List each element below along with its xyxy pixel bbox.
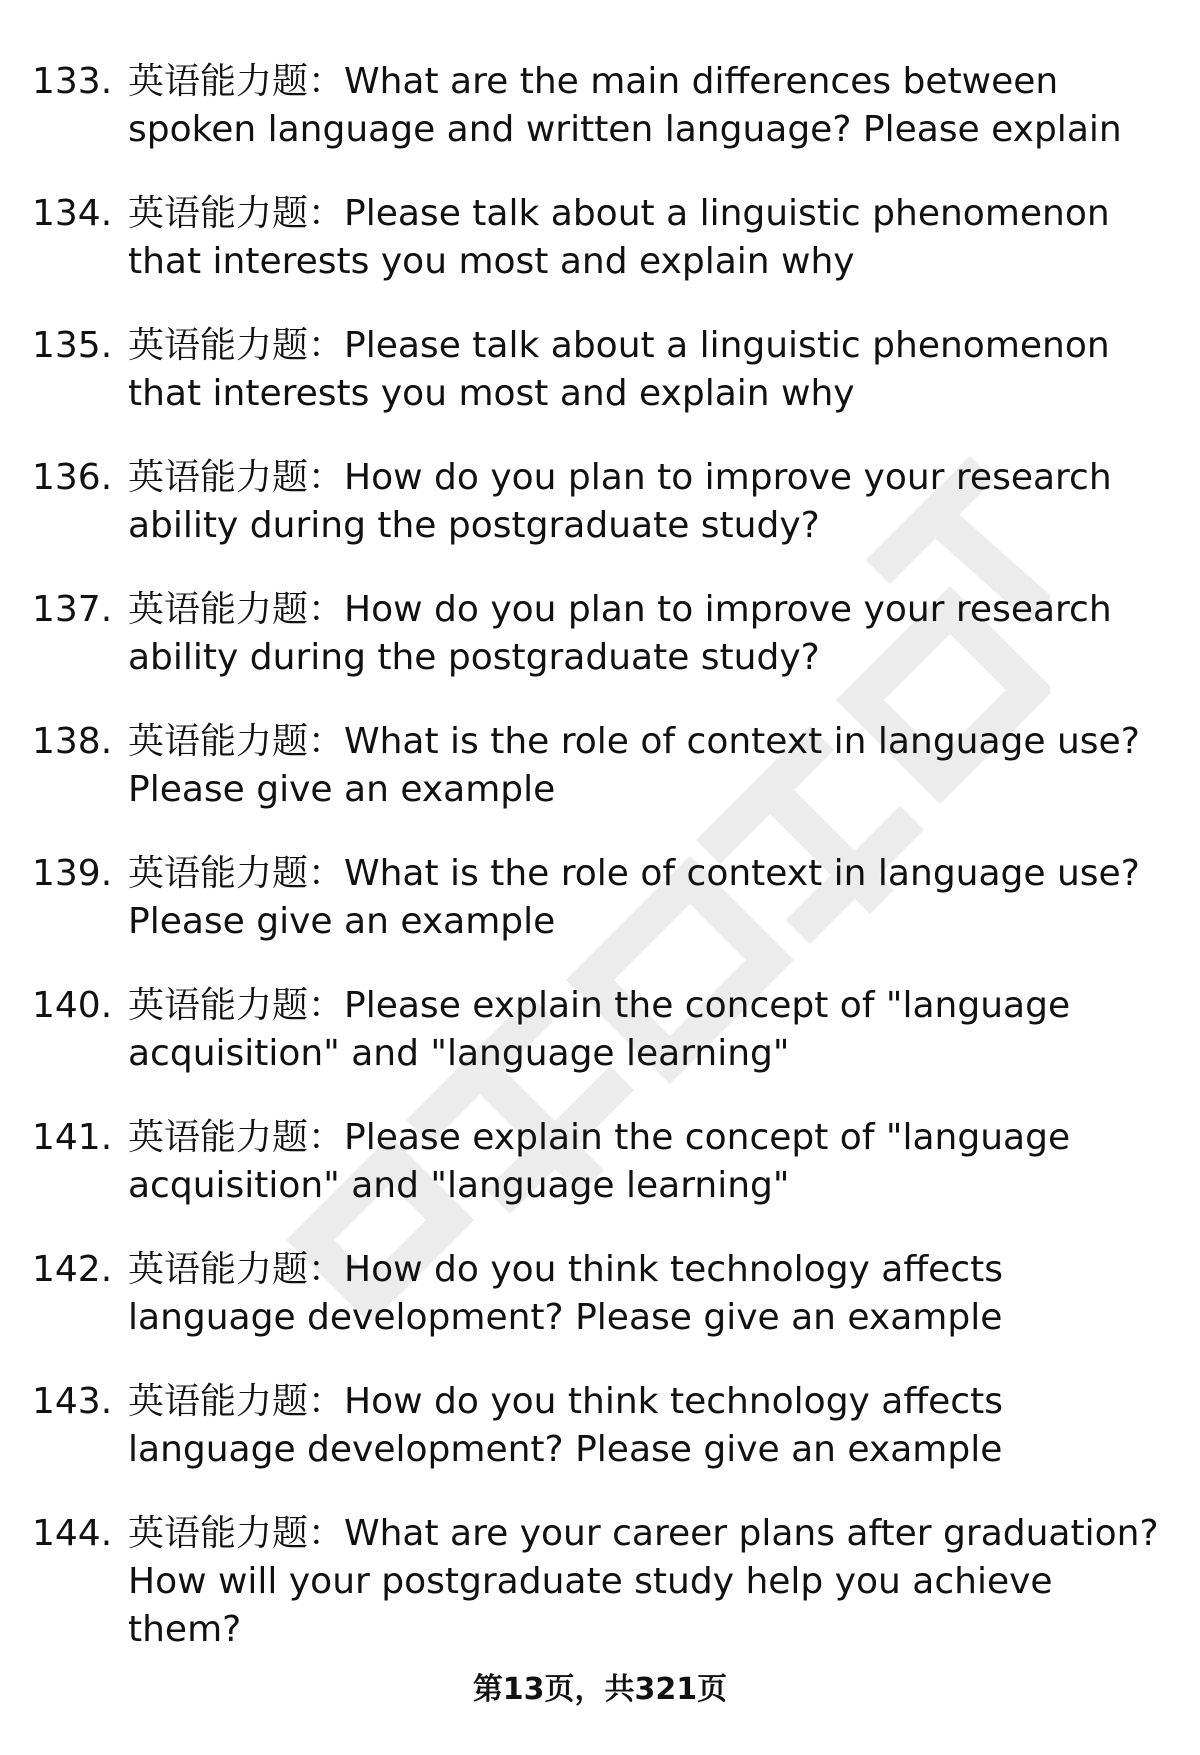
question-content (128, 190, 1173, 286)
question-item (0, 586, 1200, 718)
question-item (0, 982, 1200, 1114)
question-number: 133. (32, 61, 113, 102)
question-item (0, 1378, 1200, 1510)
question-content (128, 58, 1173, 154)
question-item (0, 322, 1200, 454)
page-indicator: 第13页，共321页 (472, 1672, 728, 1707)
question-item (0, 850, 1200, 982)
question-label: 英语能力题： (128, 589, 345, 630)
question-number: 139. (32, 853, 113, 894)
question-label: 英语能力题： (128, 853, 345, 894)
question-item (0, 190, 1200, 322)
question-content (128, 1378, 1173, 1474)
question-text: What is the role of context in language use? Please give an example (128, 853, 1140, 942)
question-label: 英语能力题： (128, 457, 345, 498)
question-content (128, 454, 1173, 550)
question-content (128, 586, 1173, 682)
question-content (128, 850, 1173, 946)
question-item (0, 1510, 1200, 1650)
question-label: 英语能力题： (128, 325, 345, 366)
question-number: 142. (32, 1249, 113, 1290)
question-text: What is the role of context in language use? Please give an example (128, 721, 1140, 810)
question-label: 英语能力题： (128, 1513, 345, 1554)
question-text: Please talk about a linguistic phenomenon that interests you most and explain why (128, 325, 1110, 414)
question-item (0, 1246, 1200, 1378)
question-text: How do you plan to improve your research ability during the postgraduate study? (128, 589, 1112, 678)
question-label: 英语能力题： (128, 1117, 345, 1158)
question-number: 138. (32, 721, 113, 762)
question-item (0, 718, 1200, 850)
question-content (128, 1114, 1173, 1210)
question-content (128, 322, 1173, 418)
question-text: How do you think technology affects language development? Please give an example (128, 1381, 1003, 1470)
question-number: 137. (32, 589, 113, 630)
question-number: 134. (32, 193, 113, 234)
question-number: 143. (32, 1381, 113, 1422)
question-item (0, 1114, 1200, 1246)
question-label: 英语能力题： (128, 193, 345, 234)
question-text: Please talk about a linguistic phenomenon that interests you most and explain why (128, 193, 1110, 282)
question-label: 英语能力题： (128, 1249, 345, 1290)
question-number: 140. (32, 985, 113, 1026)
question-label: 英语能力题： (128, 985, 345, 1026)
question-label: 英语能力题： (128, 61, 345, 102)
question-text: What are your career plans after graduation? How will your postgraduate study help you achieve them? (128, 1513, 1159, 1650)
question-number: 144. (32, 1513, 113, 1554)
question-text: Please explain the concept of "language acquisition" and "language learning" (128, 985, 1071, 1074)
question-content (128, 1246, 1173, 1342)
question-text: Please explain the concept of "language acquisition" and "language learning" (128, 1117, 1071, 1206)
question-content (128, 718, 1173, 814)
question-list (0, 58, 1200, 1650)
question-number: 136. (32, 457, 113, 498)
question-item (0, 454, 1200, 586)
question-label: 英语能力题： (128, 1381, 345, 1422)
question-text: How do you plan to improve your research ability during the postgraduate study? (128, 457, 1112, 546)
question-number: 135. (32, 325, 113, 366)
question-content (128, 1510, 1173, 1654)
question-text: How do you think technology affects language development? Please give an example (128, 1249, 1003, 1338)
question-number: 141. (32, 1117, 113, 1158)
question-text: What are the main differences between spoken language and written language? Please explain (128, 61, 1122, 150)
question-item (0, 58, 1200, 190)
question-content (128, 982, 1173, 1078)
question-label: 英语能力题： (128, 721, 345, 762)
